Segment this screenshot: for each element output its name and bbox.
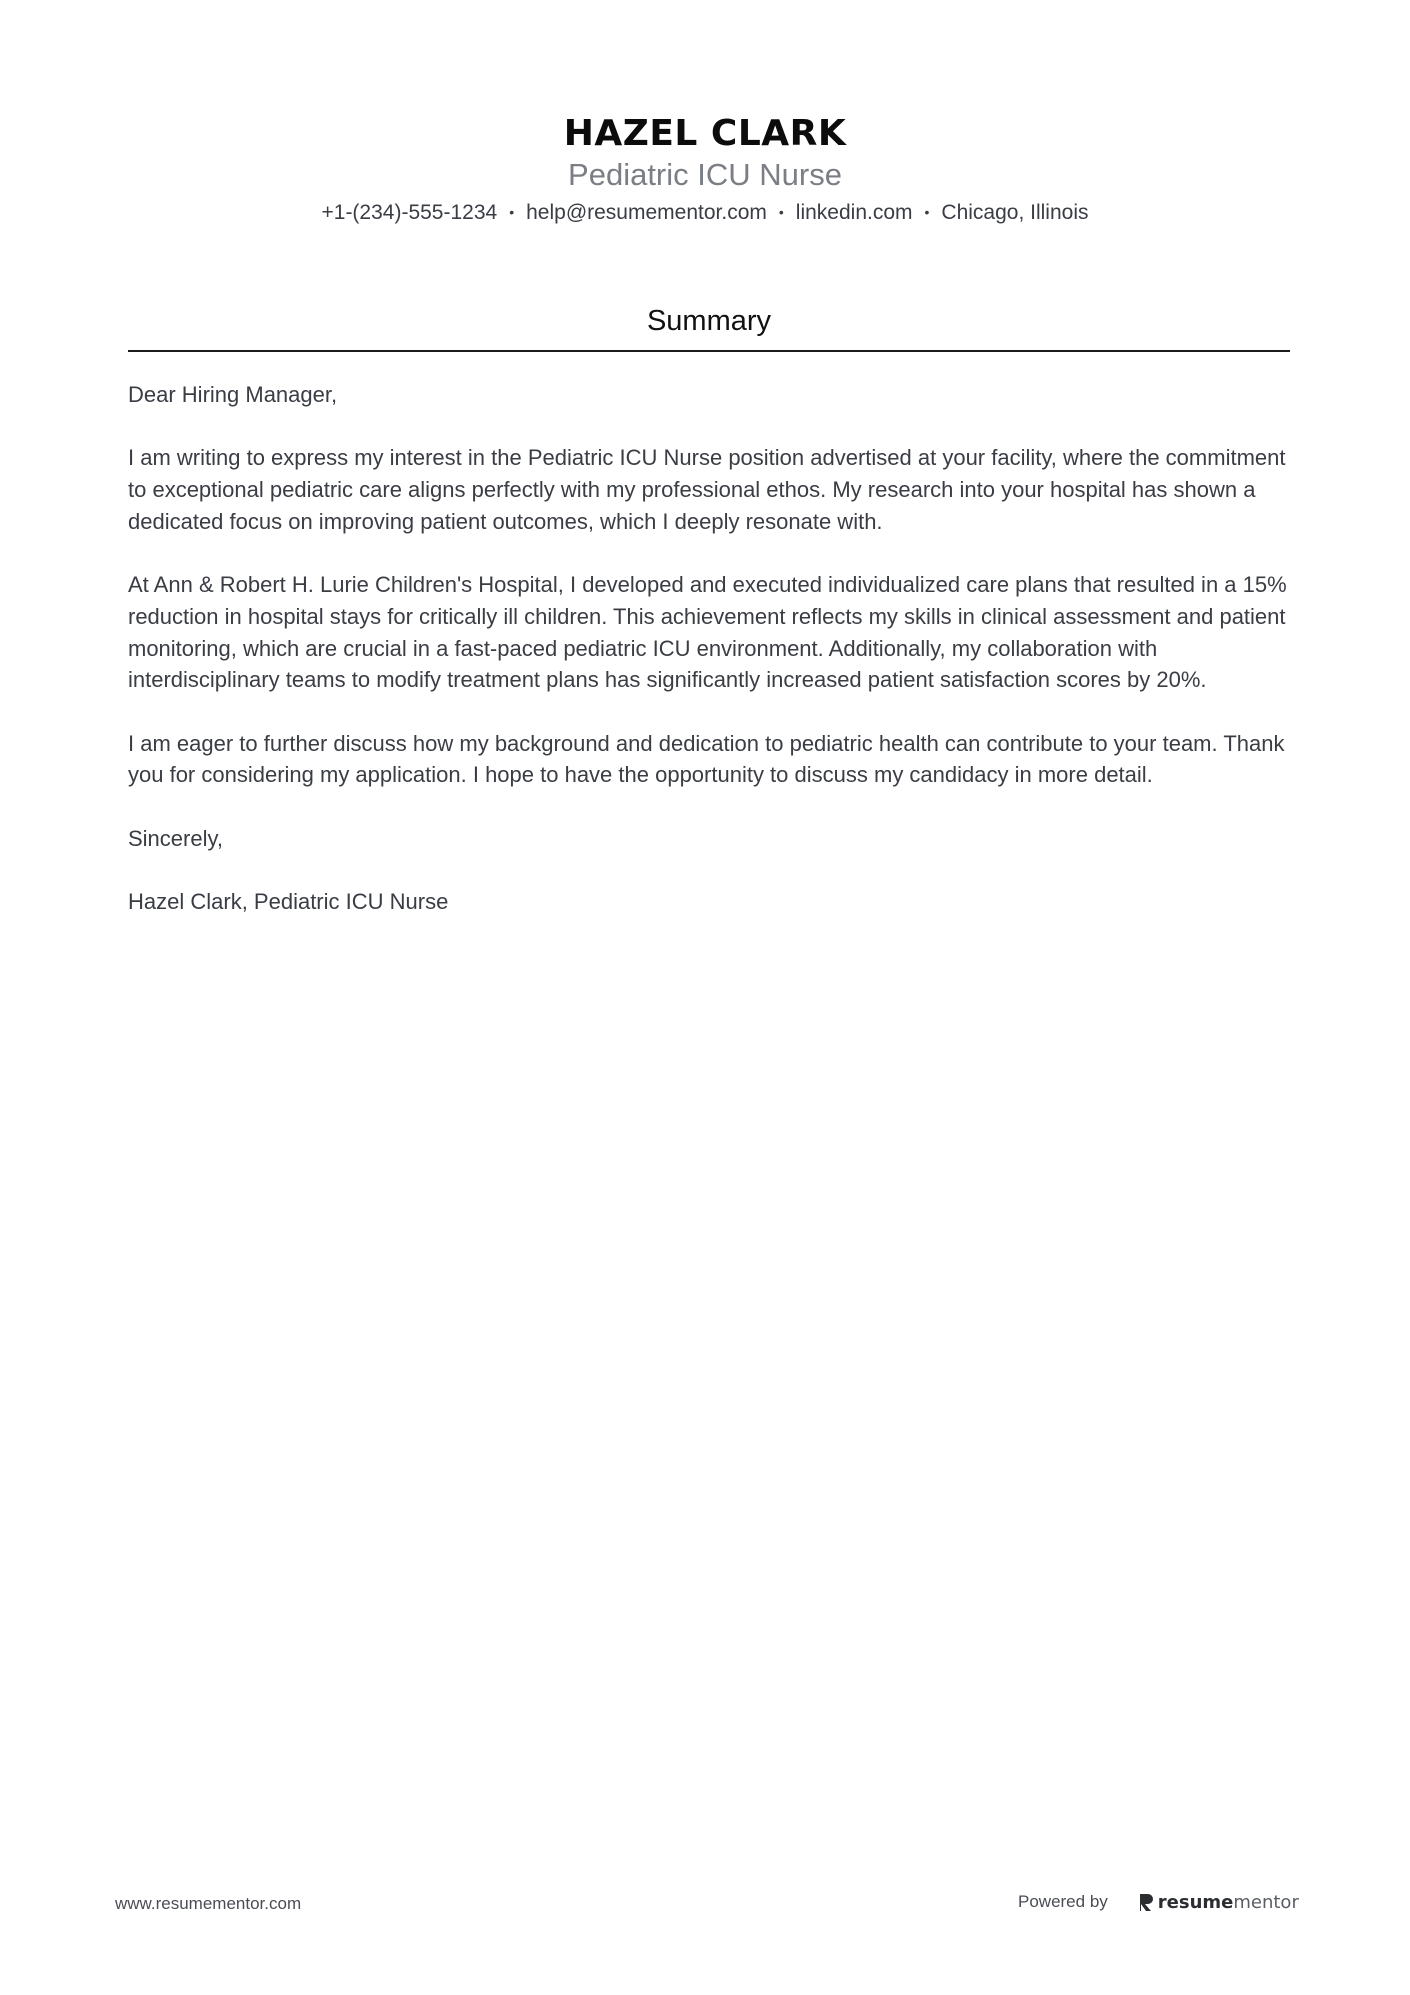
footer-website-link[interactable]: www.resumementor.com <box>115 1894 302 1913</box>
cover-letter-body <box>128 379 1290 950</box>
brand-name-light: mentor <box>1233 1891 1299 1913</box>
contact-email[interactable]: help@resumementor.com <box>526 201 767 224</box>
letter-closing: Sincerely, <box>128 825 223 851</box>
contact-phone: +1-(234)-555-1234 <box>321 201 498 224</box>
powered-by-label: Powered by <box>1018 1892 1108 1911</box>
contact-separator: • <box>924 204 930 220</box>
contact-location: Chicago, Illinois <box>941 201 1089 224</box>
letter-paragraph: At Ann & Robert H. Lurie Children's Hospital, I developed and executed individualized care plans that resulted in a 15% reduction in hospital stays for critically ill children. This achievement reflects my skills in clinical assessment and patient monitoring, which are crucial in a fast-paced pediatric ICU environment. Additionally, my collaboration with interdisciplinary teams to modify treatment plans has significantly increased patient satisfaction scores by 20%. <box>128 572 1287 693</box>
letter-signature: Hazel Clark, Pediatric ICU Nurse <box>128 889 449 915</box>
letter-greeting: Dear Hiring Manager, <box>128 382 338 407</box>
candidate-name: HAZEL CLARK <box>563 113 847 154</box>
document-header <box>0 112 1410 227</box>
contact-line <box>0 198 1410 227</box>
contact-separator: • <box>778 204 784 220</box>
section-divider <box>128 350 1290 352</box>
contact-linkedin[interactable]: linkedin.com <box>795 201 913 224</box>
brand-name-bold: resume <box>1157 1891 1234 1913</box>
footer-branding <box>1018 1890 1299 1914</box>
letter-paragraph: I am writing to express my interest in the Pediatric ICU Nurse position advertised at your facility, where the commitment to exceptional pediatric care aligns perfectly with my professional ethos. My research into your hospital has shown a dedicated focus on improving patient outcomes, which I deeply resonate with. <box>128 445 1286 534</box>
section-title: Summary <box>646 305 772 337</box>
resumementor-logo-icon <box>1138 1892 1154 1912</box>
resumementor-brand-link[interactable] <box>1138 1892 1299 1913</box>
candidate-role: Pediatric ICU Nurse <box>568 157 842 192</box>
contact-separator: • <box>509 204 515 220</box>
letter-paragraph: I am eager to further discuss how my background and dedication to pediatric health can contribute to your team. Thank you for considering my application. I hope to have the opportunity to discuss my candidacy in more detail. <box>128 730 1285 788</box>
